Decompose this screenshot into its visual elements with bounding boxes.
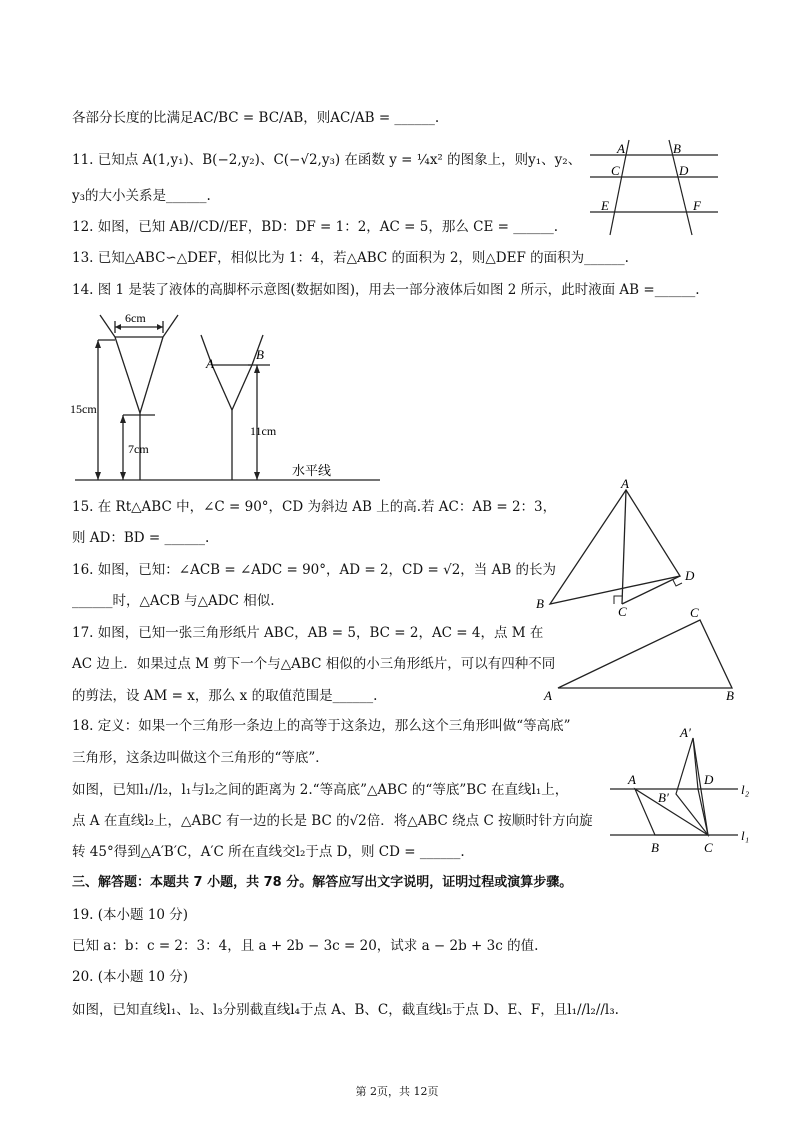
label-a: A: [544, 688, 552, 703]
label-l1: l₁: [741, 828, 750, 843]
question-18: 18. 定义：如果一个三角形一条边上的高等于这条边，那么这个三角形叫做“等高底”: [72, 718, 571, 734]
question-20-body: 如图，已知直线l₁、l₂、l₃分别截直线l₄于点 A、B、C，截直线l₅于点 D、E、F，且l₁//l₂//l₃.: [72, 1002, 619, 1018]
label-a: A: [628, 772, 636, 787]
segment-ac: [622, 490, 626, 604]
label-c: C: [704, 840, 713, 855]
label-d: D: [679, 163, 689, 178]
question-16: 16. 如图，已知：∠ACB = ∠ADC = 90°，AD = 2，CD = √2，当 AB 的长为: [72, 562, 557, 578]
question-17-cont: AC 边上．如果过点 M 剪下一个与△ABC 相似的小三角形纸片，可以有四种不同: [72, 656, 556, 672]
label-b1: B′: [658, 790, 669, 805]
label-e: E: [601, 198, 609, 213]
figure-q14: [70, 305, 390, 490]
label-a: A: [206, 356, 214, 371]
triangle-abc: [558, 620, 732, 688]
label-a1: A′: [680, 725, 691, 740]
question-18-cont3: 点 A 在直线l₂上，△ABC 有一边的长是 BC 的√2倍．将△ABC 绕点 C 按顺时针方向旋: [72, 813, 593, 829]
question-19-title: 19. (本小题 10 分): [72, 907, 189, 923]
figure-q12: [585, 140, 725, 240]
question-11-cont: y₃的大小关系是______.: [72, 188, 211, 204]
segment-cd: [622, 576, 680, 604]
question-20-title: 20. (本小题 10 分): [72, 969, 189, 985]
label-a: A: [617, 141, 625, 156]
label-l2: l₂: [741, 782, 750, 797]
label-c: C: [611, 163, 620, 178]
label-7cm: 7cm: [128, 442, 149, 456]
question-14: 14. 图 1 是装了液体的高脚杯示意图(数据如图)，用去一部分液体后如图 2 所示，此时液面 AB =______.: [72, 282, 700, 298]
question-17: 17. 如图，已知一张三角形纸片 ABC，AB = 5，BC = 2，AC = 4，点 M 在: [72, 625, 544, 641]
label-a: A: [621, 476, 629, 491]
figure-q17: [540, 602, 750, 702]
question-17-cont2: 的剪法，设 AM = x，那么 x 的取值范围是______.: [72, 688, 378, 704]
triangle-abc: [635, 789, 708, 835]
question-12: 12. 如图，已知 AB//CD//EF，BD：DF = 1：2，AC = 5，那么 CE = ______.: [72, 219, 559, 235]
label-c: C: [690, 605, 699, 620]
label-c: C: [618, 604, 627, 619]
section-heading: 三、解答题：本题共 7 小题，共 78 分。解答应写出文字说明，证明过程或演算步骤。: [72, 875, 573, 890]
label-11cm: 11cm: [250, 424, 277, 438]
label-b: B: [673, 141, 681, 156]
question-18-cont: 三角形，这条边叫做这个三角形的“等底”．: [72, 750, 329, 766]
label-b: B: [651, 840, 659, 855]
question-13: 13. 已知△ABC∽△DEF，相似比为 1：4，若△ABC 的面积为 2，则△DEF 的面积为______.: [72, 250, 629, 266]
label-15cm: 15cm: [70, 402, 97, 416]
label-d: D: [704, 772, 714, 787]
question-15-cont: 则 AD：BD = ______.: [72, 530, 210, 546]
label-d: D: [685, 568, 695, 583]
label-b: B: [726, 688, 734, 703]
question-19-body: 已知 a：b：c = 2：3：4，且 a + 2b − 3c = 20，试求 a − 2b + 3c 的值.: [72, 938, 539, 954]
triangle-abc: [550, 490, 680, 604]
text-line-1: 各部分长度的比满足AC/BC = BC/AB，则AC/AB = ______.: [72, 110, 440, 126]
question-11: 11. 已知点 A(1,y₁)、B(−2,y₂)、C(−√2,y₃) 在函数 y = ¼x² 的图象上，则y₁、y₂、: [72, 152, 582, 168]
figure-q15: [530, 478, 710, 618]
label-b: B: [536, 596, 544, 611]
figure-q18: [610, 722, 760, 862]
question-18-cont2: 如图，已知l₁//l₂，l₁与l₂之间的距离为 2.“等高底”△ABC 的“等底”BC 在直线l₁上，: [72, 782, 569, 798]
question-18-cont4: 转 45°得到△A′B′C，A′C 所在直线交l₂于点 D，则 CD = ______.: [72, 844, 465, 860]
label-ground: 水平线: [292, 463, 332, 478]
label-f: F: [693, 198, 701, 213]
label-b: B: [256, 347, 264, 362]
page-footer: 第 2页，共 12页: [355, 1085, 439, 1098]
question-15: 15. 在 Rt△ABC 中，∠C = 90°，CD 为斜边 AB 上的高.若 AC：AB = 2：3，: [72, 499, 557, 515]
label-6cm: 6cm: [125, 311, 146, 325]
question-16-cont: ______时，△ACB 与△ADC 相似.: [72, 593, 275, 609]
